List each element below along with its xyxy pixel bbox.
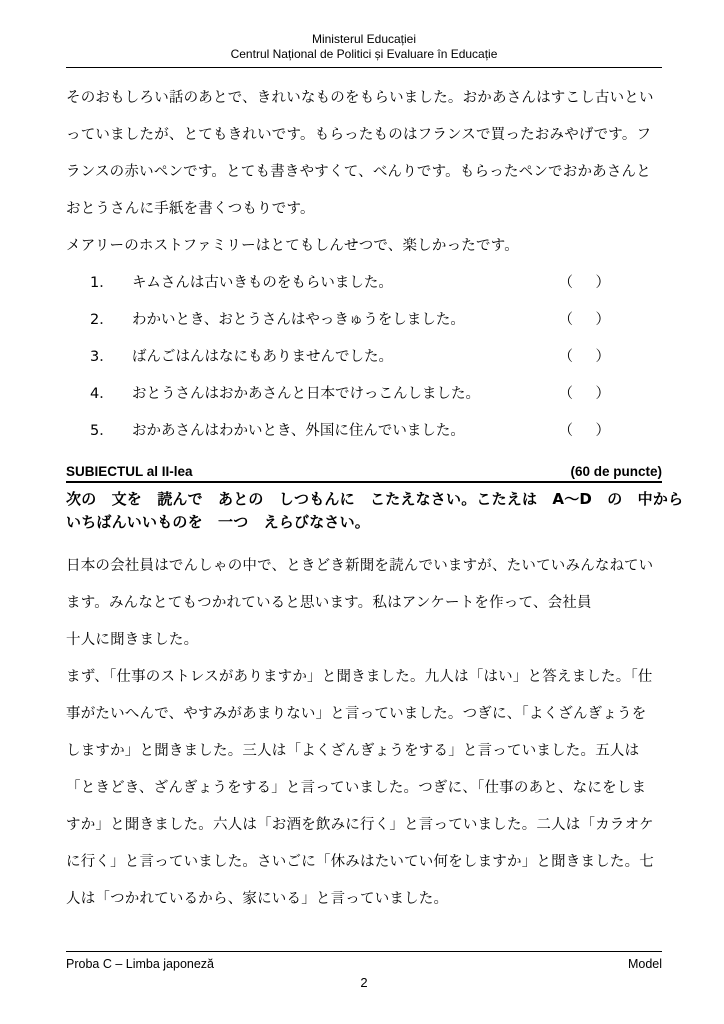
answer-brackets: （ ） xyxy=(558,349,614,365)
text-line: すか」と聞きました。六人は「お酒を飲みに行く」と言っていました。二人は「カラオケ xyxy=(66,817,654,833)
text-line: に行く」と言っていました。さいごに「休みはたいてい何をしますか」と聞きました。七 xyxy=(66,854,654,870)
text-line: 「ときどき、ざんぎょうをする」と言っていました。つぎに、「仕事のあと、なにをしま xyxy=(66,780,647,796)
footer-exam-name: Proba C – Limba japoneză xyxy=(66,957,215,971)
answer-brackets: （ ） xyxy=(558,275,614,291)
text-line: 十人に聞きました。 xyxy=(66,632,199,648)
text-line: おとうさんに手紙を書くつもりです。 xyxy=(66,201,315,217)
section-2-heading xyxy=(66,464,662,483)
text-line: しますか」と聞きました。三人は「よくざんぎょうをする」と言っていました。五人は xyxy=(66,743,640,759)
section-2-points: (60 de puncte) xyxy=(570,464,662,479)
question-number: 3． xyxy=(90,349,114,365)
header-divider xyxy=(66,67,662,68)
question-text: キムさんは古いきものをもらいました。 xyxy=(132,275,393,291)
section-2-title: SUBIECTUL al II-lea xyxy=(66,464,193,479)
instruction-line: 次の 文を 読んで あとの しつもんに こたえなさい。こたえは A～D の 中から xyxy=(66,490,684,508)
footer-row xyxy=(66,956,662,972)
footer-model-label: Model xyxy=(627,957,662,971)
page-header xyxy=(66,32,662,68)
text-line: 日本の会社員はでんしゃの中で、ときどき新聞を読んでいますが、たいていみんなねてい xyxy=(66,558,654,574)
paragraph-gift-story xyxy=(66,80,662,228)
document-body xyxy=(66,80,684,918)
instruction-line: いちばんいいものを 一つ えらびなさい。 xyxy=(66,513,371,531)
question-text: ばんごはんはなにもありませんでした。 xyxy=(132,349,393,365)
text-line: ランスの赤いペンです。とても書きやすくて、べんりです。もらったペンでおかあさんと xyxy=(66,164,651,180)
page-number: 2 xyxy=(360,975,368,990)
paragraph-survey-intro xyxy=(66,548,662,659)
true-false-question-list xyxy=(66,265,662,450)
text-line: 人は「つかれているから、家にいる」と言っていました。 xyxy=(66,891,449,907)
footer-divider xyxy=(66,951,662,952)
answer-brackets: （ ） xyxy=(558,386,614,402)
paragraph-host-family: メアリーのホストファミリーはとてもしんせつで、楽しかったです。 xyxy=(66,238,519,254)
page-footer xyxy=(66,951,662,990)
text-line: まず、「仕事のストレスがありますか」と聞きました。九人は「はい」と答えました。「仕 xyxy=(66,669,653,685)
question-number: 2． xyxy=(90,312,114,328)
question-row xyxy=(66,339,662,376)
header-ministry: Ministerul Educației xyxy=(311,32,417,46)
question-row xyxy=(66,302,662,339)
section-2-instruction xyxy=(66,488,684,534)
text-line: ます。みんなとてもつかれていると思います。私はアンケートを作って、会社員 xyxy=(66,595,592,611)
question-number: 5． xyxy=(90,423,114,439)
question-row xyxy=(66,265,662,302)
header-center: Centrul Național de Politici și Evaluare în Educație xyxy=(230,47,498,61)
question-text: おかあさんはわかいとき、外国に住んでいました。 xyxy=(132,423,465,439)
text-line: そのおもしろい話のあとで、きれいなものをもらいました。おかあさんはすこし古いとい xyxy=(66,90,654,106)
answer-brackets: （ ） xyxy=(558,423,614,439)
text-line: 事がたいへんで、やすみがあまりない」と言っていました。つぎに、「よくざんぎょうを xyxy=(66,706,647,722)
question-text: おとうさんはおかあさんと日本でけっこんしました。 xyxy=(132,386,480,402)
question-row xyxy=(66,376,662,413)
paragraph-survey-results xyxy=(66,659,662,918)
question-number: 4． xyxy=(90,386,114,402)
text-line: っていましたが、とてもきれいです。もらったものはフランスで買ったおみやげです。フ xyxy=(66,127,652,143)
question-number: 1． xyxy=(90,275,114,291)
question-text: わかいとき、おとうさんはやっきゅうをしました。 xyxy=(132,312,465,328)
question-row xyxy=(66,413,662,450)
answer-brackets: （ ） xyxy=(558,312,614,328)
